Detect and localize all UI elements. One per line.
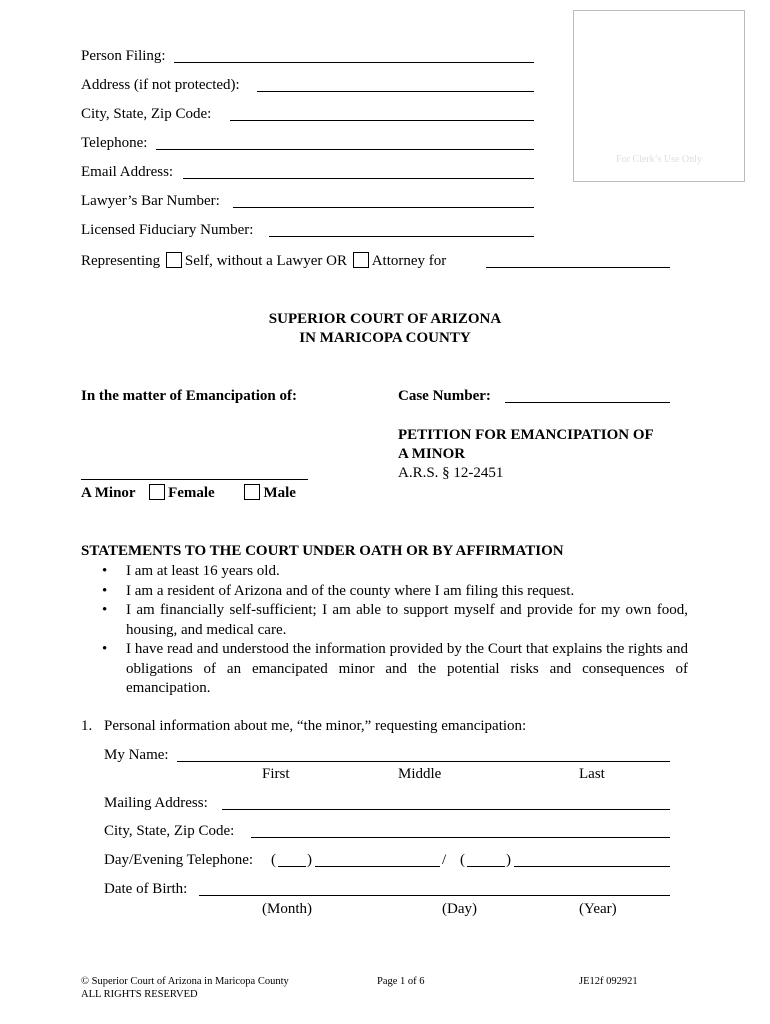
minor-sex-row — [81, 484, 296, 502]
clerk-use-box — [573, 10, 745, 182]
dob-year-caption: (Year) — [579, 901, 617, 917]
minor-label: A Minor — [81, 485, 136, 501]
self-option-label: Self, without a Lawyer OR — [184, 253, 347, 269]
bar-number-label: Lawyer’s Bar Number: — [81, 193, 220, 209]
my-name-label: My Name: — [104, 747, 169, 763]
my-name-field[interactable] — [177, 761, 670, 762]
male-checkbox[interactable] — [244, 484, 260, 500]
self-checkbox[interactable] — [166, 252, 182, 268]
phone-area-close: ) — [307, 852, 312, 868]
email-field[interactable] — [183, 178, 534, 179]
matter-label: In the matter of Emancipation of: — [81, 388, 297, 404]
footer-form-code: JE12f 092921 — [579, 976, 638, 987]
representing-row — [81, 252, 446, 270]
attorney-checkbox[interactable] — [353, 252, 369, 268]
attorney-option-label: Attorney for — [371, 253, 447, 269]
court-county: IN MARICOPA COUNTY — [299, 330, 471, 346]
address-field[interactable] — [257, 91, 534, 92]
dob-month-caption: (Month) — [262, 901, 312, 917]
statements-list — [80, 562, 688, 699]
phone-area-open: ( — [271, 852, 276, 868]
city-state-zip-field[interactable] — [230, 120, 534, 121]
section-1-number: 1. — [81, 718, 93, 734]
statement-item: • I am a resident of Arizona and of the county where I am filing this request. — [80, 582, 688, 602]
mailing-address-label: Mailing Address: — [104, 795, 208, 811]
footer-rights: ALL RIGHTS RESERVED — [81, 989, 198, 1000]
statements-heading: STATEMENTS TO THE COURT UNDER OATH OR BY AFFIRMATION — [81, 543, 564, 559]
evening-phone-area-open: ( — [460, 852, 465, 868]
day-phone-area-field[interactable] — [278, 866, 306, 867]
dob-day-caption: (Day) — [442, 901, 477, 917]
fiduciary-number-label: Licensed Fiduciary Number: — [81, 222, 254, 238]
statement-item: • I am financially self-sufficient; I am able to support myself and provide for my own food, housing, and medical care. — [80, 601, 688, 640]
person-filing-label: Person Filing: — [81, 48, 166, 64]
court-name: SUPERIOR COURT OF ARIZONA — [268, 311, 502, 327]
first-name-caption: First — [262, 766, 290, 782]
phone-label: Day/Evening Telephone: — [104, 852, 254, 868]
female-checkbox[interactable] — [149, 484, 165, 500]
statute-reference: A.R.S. § 12-2451 — [398, 465, 504, 481]
case-number-field[interactable] — [505, 402, 670, 403]
statement-item: • I have read and understood the information provided by the Court that explains the rights and obligations of an emancipated minor and the potential risks and consequences of emancipation. — [80, 640, 688, 699]
male-label: Male — [263, 485, 296, 501]
evening-phone-area-close: ) — [506, 852, 511, 868]
middle-name-caption: Middle — [398, 766, 442, 782]
statement-item: • I am at least 16 years old. — [80, 562, 688, 582]
person-filing-field[interactable] — [174, 62, 534, 63]
attorney-for-field[interactable] — [486, 267, 670, 268]
phone-separator: / — [442, 852, 447, 868]
footer-copyright: © Superior Court of Arizona in Maricopa County — [81, 976, 289, 987]
minor-city-state-zip-field[interactable] — [251, 837, 670, 838]
clerk-use-text: For Clerk’s Use Only — [616, 154, 702, 165]
city-state-zip-label: City, State, Zip Code: — [81, 106, 212, 122]
section-1-text: Personal information about me, “the minor,” requesting emancipation: — [104, 718, 527, 734]
telephone-field[interactable] — [156, 149, 534, 150]
petition-title-line2: A MINOR — [398, 446, 466, 462]
dob-label: Date of Birth: — [104, 881, 188, 897]
case-number-label: Case Number: — [398, 388, 491, 404]
address-label: Address (if not protected): — [81, 77, 240, 93]
email-label: Email Address: — [81, 164, 174, 180]
day-phone-number-field[interactable] — [315, 866, 440, 867]
evening-phone-area-field[interactable] — [467, 866, 505, 867]
telephone-label: Telephone: — [81, 135, 148, 151]
mailing-address-field[interactable] — [222, 809, 670, 810]
representing-label: Representing — [81, 253, 161, 269]
minor-city-state-zip-label: City, State, Zip Code: — [104, 823, 235, 839]
dob-field[interactable] — [199, 895, 670, 896]
last-name-caption: Last — [579, 766, 605, 782]
female-label: Female — [168, 485, 215, 501]
footer-page-number: Page 1 of 6 — [377, 976, 425, 987]
evening-phone-number-field[interactable] — [514, 866, 670, 867]
bar-number-field[interactable] — [233, 207, 534, 208]
petition-title-line1: PETITION FOR EMANCIPATION OF — [398, 427, 654, 443]
fiduciary-number-field[interactable] — [269, 236, 534, 237]
minor-name-field[interactable] — [81, 479, 308, 480]
